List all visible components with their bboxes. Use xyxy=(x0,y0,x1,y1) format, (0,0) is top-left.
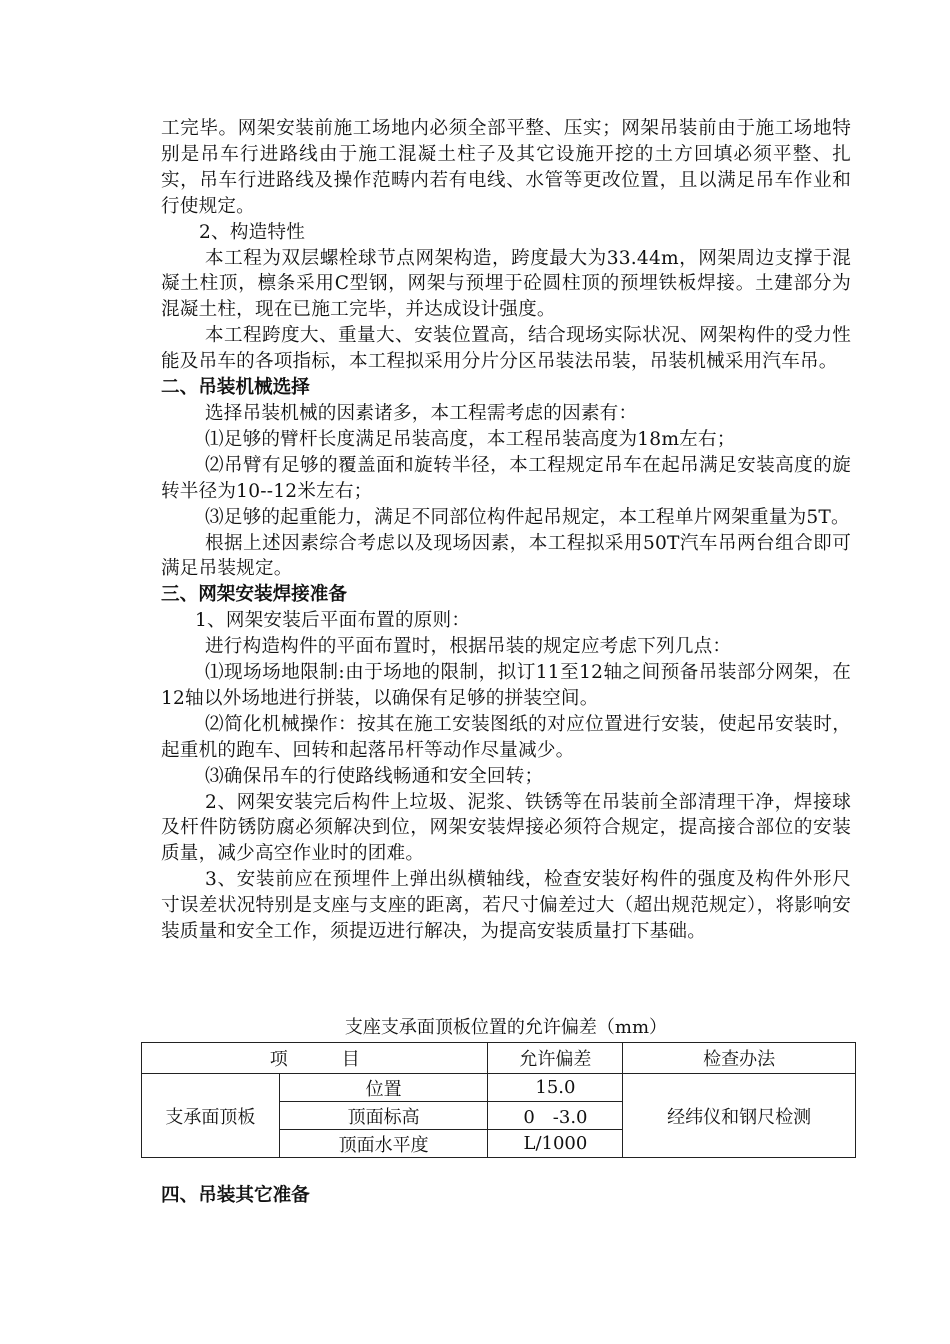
paragraph: 2、网架安装完后构件上垃圾、泥浆、铁锈等在吊装前全部清理干净，焊接球及杆件防锈防腐必须解决到位，网架安装焊接必须符合规定，提高接合部位的安装质量，减少高空作业时的团难。 xyxy=(161,791,851,865)
list-item: ⑵简化机械操作：按其在施工安装图纸的对应位置进行安装，使起吊安装时，起重机的跑车、回转和起落吊杆等动作尽量减少。 xyxy=(161,713,851,761)
table-caption: 支座支承面顶板位置的允许偏差（mm） xyxy=(344,1017,668,1038)
paragraph: 本工程跨度大、重量大、安装位置高，结合现场实际状况、网架构件的受力性能及吊车的各项指标，本工程拟采用分片分区吊装法吊装，吊装机械采用汽车吊。 xyxy=(161,325,851,373)
tolerance-cell: 15.0 xyxy=(488,1074,623,1102)
subheading-structure: 2、构造特性 xyxy=(199,221,305,243)
list-item: ⑵吊臂有足够的覆盖面和旋转半径，本工程规定吊车在起吊满足安装高度的旋转半径为10--12米左右； xyxy=(161,454,851,502)
tolerance-table xyxy=(141,1042,856,1158)
section-heading-other-prep: 四、吊装其它准备 xyxy=(161,1185,310,1206)
method-cell: 经纬仪和钢尺检测 xyxy=(623,1074,856,1158)
paragraph: 本工程为双层螺栓球节点网架构造，跨度最大为33.44m，网架周边支撑于混凝土柱顶，檩条采用C型钢，网架与预埋于砼圆柱顶的预埋铁板焊接。土建部分为混凝土柱，现在已施工完毕，并达成设计强度。 xyxy=(161,247,851,321)
paragraph: 工完毕。网架安装前施工场地内必须全部平整、压实；网架吊装前由于施工场地特别是吊车行进路线由于施工混凝土柱子及其它设施开挖的土方回填必须平整、扎实，吊车行进路线及操作范畴内若有电线、水管等更改位置，且以满足吊车作业和行使规定。 xyxy=(161,118,851,217)
header-item: 项 目 xyxy=(142,1043,488,1074)
paragraph: 进行构造构件的平面布置时，根据吊装的规定应考虑下列几点： xyxy=(205,636,732,658)
item-cell: 顶面标高 xyxy=(279,1102,488,1130)
tolerance-cell: 0 -3.0 xyxy=(488,1102,623,1130)
list-item: ⑶确保吊车的行使路线畅通和安全回转； xyxy=(205,765,544,787)
body-text xyxy=(161,116,851,945)
list-item: ⑴足够的臂杆长度满足吊装高度，本工程吊装高度为18m左右； xyxy=(205,428,736,450)
section-heading-welding-prep: 三、网架安装焊接准备 xyxy=(161,584,347,606)
tolerance-cell: L/1000 xyxy=(488,1130,623,1158)
item-cell: 顶面水平度 xyxy=(279,1130,488,1158)
subheading-layout-principles: 1、网架安装后平面布置的原则： xyxy=(195,610,471,632)
table-header-row xyxy=(142,1043,856,1074)
group-cell: 支承面顶板 xyxy=(142,1074,280,1158)
paragraph: 3、安装前应在预埋件上弹出纵横轴线，检查安装好构件的强度及构件外形尺寸误差状况特别是支座与支座的距离，若尺寸偏差过大（超出规范规定），将影响安装质量和安全工作，须提迈进行解决，为提高安装质量打下基础。 xyxy=(161,869,851,943)
list-item: ⑶足够的起重能力，满足不同部位构件起吊规定，本工程单片网架重量为5T。 xyxy=(205,506,850,528)
header-tolerance: 允许偏差 xyxy=(488,1043,623,1074)
header-method: 检查办法 xyxy=(623,1043,856,1074)
paragraph: 选择吊装机械的因素诸多，本工程需考虑的因素有： xyxy=(205,402,638,424)
paragraph: 根据上述因素综合考虑以及现场因素，本工程拟采用50T汽车吊两台组合即可满足吊装规定。 xyxy=(161,532,851,580)
table-row xyxy=(142,1074,856,1102)
section-heading-crane-selection: 二、吊装机械选择 xyxy=(161,377,310,399)
item-cell: 位置 xyxy=(279,1074,488,1102)
list-item: ⑴现场场地限制:由于场地的限制，拟订11至12轴之间预备吊装部分网架，在12轴以外场地进行拼装，以确保有足够的拼装空间。 xyxy=(161,662,851,709)
